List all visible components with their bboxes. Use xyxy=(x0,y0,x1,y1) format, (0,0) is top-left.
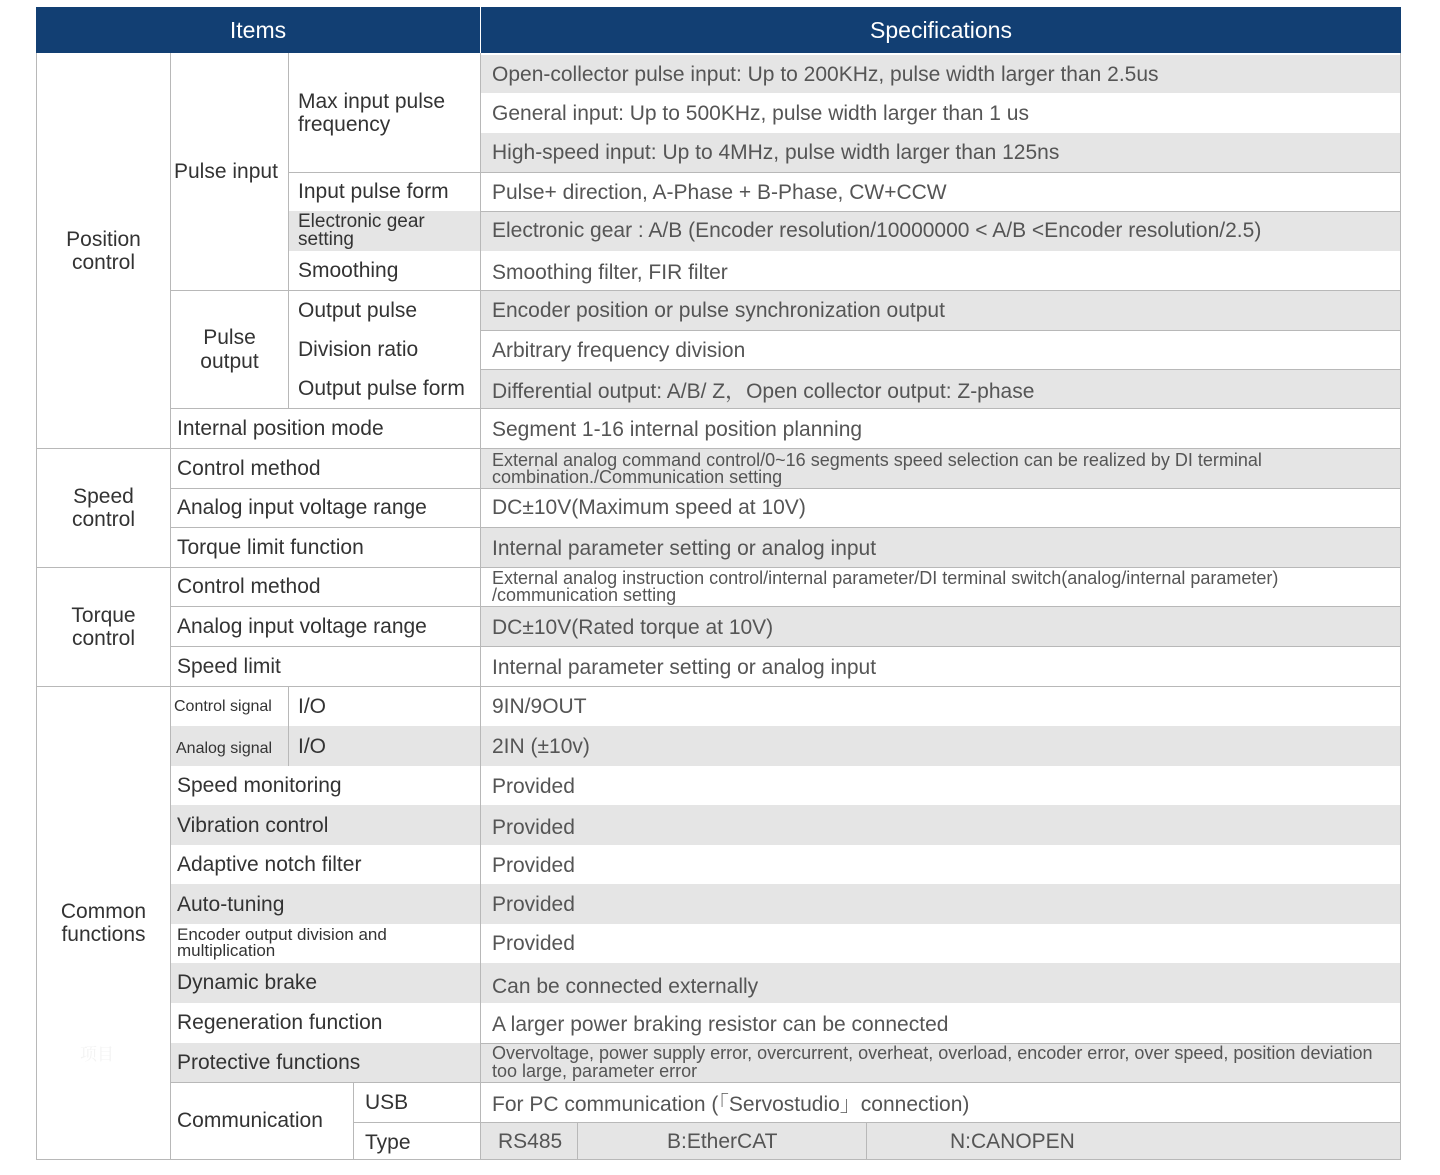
group-torque-control xyxy=(37,568,170,686)
item-output-pulse: Output pulse xyxy=(298,298,418,322)
spec-division-ratio: Arbitrary frequency division xyxy=(492,339,746,362)
spec-general-input: General input: Up to 500KHz, pulse width larger than 1 us xyxy=(492,102,1029,125)
item-vibration-control: Vibration control xyxy=(177,814,329,838)
item-control-signal: Control signal xyxy=(174,697,272,715)
item-analog-signal-io: I/O xyxy=(298,734,327,758)
spec-smoothing: Smoothing filter, FIR filter xyxy=(492,261,728,284)
item-analog-signal: Analog signal xyxy=(176,739,273,757)
spec-electronic-gear: Electronic gear : A/B (Encoder resolution/10000000 < A/B <Encoder resolution/2.5) xyxy=(492,219,1262,242)
row-band xyxy=(480,686,1401,726)
spec-torque-limit: Internal parameter setting or analog input xyxy=(492,536,877,560)
spec-torque-analog-range: DC±10V(Rated torque at 10V) xyxy=(492,615,774,639)
spec-output-pulse: Encoder position or pulse synchronization output xyxy=(492,299,945,322)
group-label: Position control xyxy=(66,227,141,274)
item-regeneration-function: Regeneration function xyxy=(177,1010,383,1034)
item-encoder-output-division: Encoder output division and multiplication xyxy=(177,924,387,960)
spec-type-ethercat: B:EtherCAT xyxy=(667,1130,778,1153)
watermark-text: 项目 xyxy=(80,1045,114,1064)
spec-input-pulse-form: Pulse+ direction, A-Phase + B-Phase, CW+CCW xyxy=(492,180,947,204)
item-torque-limit-function: Torque limit function xyxy=(177,535,364,559)
item-dynamic-brake: Dynamic brake xyxy=(177,971,318,995)
spec-protective-functions: Overvoltage, power supply error, overcurrent, overheat, overload, encoder error, over speed, position deviation too large, parameter error xyxy=(492,1043,1373,1081)
row-band xyxy=(480,726,1401,766)
grid-line xyxy=(353,1082,354,1160)
item-speed-limit: Speed limit xyxy=(177,654,281,678)
spec-usb: For PC communication (「Servostudio」connection) xyxy=(492,1093,970,1116)
item-adaptive-notch-filter: Adaptive notch filter xyxy=(177,853,362,877)
item-smoothing: Smoothing xyxy=(298,258,399,282)
subgroup-pulse-input: Pulse input xyxy=(174,160,278,184)
group-label: Torque control xyxy=(71,603,136,650)
row-band xyxy=(480,1122,1401,1160)
grid-line xyxy=(577,1122,578,1160)
spec-adaptive-notch: Provided xyxy=(492,853,575,877)
spec-vibration-control: Provided xyxy=(492,815,575,839)
items-header-label: Items xyxy=(229,16,287,43)
specifications-header-label: Specifications xyxy=(870,16,1012,43)
subgroup-pulse-output xyxy=(171,291,288,408)
item-output-pulse-form: Output pulse form xyxy=(298,377,465,401)
row-band xyxy=(480,924,1401,963)
spec-dynamic-brake: Can be connected externally xyxy=(492,974,759,998)
spec-control-io: 9IN/9OUT xyxy=(492,695,587,718)
group-speed-control xyxy=(37,449,170,567)
row-band xyxy=(480,766,1401,805)
subgroup-communication: Communication xyxy=(177,1109,323,1133)
item-torque-analog-input-voltage-range: Analog input voltage range xyxy=(177,614,427,638)
item-electronic-gear-setting: Electronic gear setting xyxy=(298,210,425,250)
item-control-signal-io: I/O xyxy=(298,694,327,718)
spec-type-rs485: RS485 xyxy=(498,1130,563,1153)
spec-open-collector: Open-collector pulse input: Up to 200KHz, pulse width larger than 2.5us xyxy=(492,63,1159,86)
item-usb: USB xyxy=(365,1090,409,1114)
grid-line xyxy=(866,1122,867,1160)
spec-regeneration: A larger power braking resistor can be connected xyxy=(492,1013,949,1036)
row-band xyxy=(480,845,1401,884)
item-speed-monitoring: Speed monitoring xyxy=(177,774,342,798)
item-division-ratio: Division ratio xyxy=(298,338,419,362)
item-type: Type xyxy=(365,1131,411,1155)
row-band xyxy=(480,884,1401,924)
item-internal-position-mode: Internal position mode xyxy=(177,416,384,440)
spec-internal-position: Segment 1-16 internal position planning xyxy=(492,417,863,441)
spec-speed-limit: Internal parameter setting or analog input xyxy=(492,655,877,679)
item-torque-control-method: Control method xyxy=(177,575,321,599)
group-label: Speed control xyxy=(71,484,136,531)
subgroup-label: Pulse output xyxy=(200,326,259,373)
grid-line xyxy=(288,53,289,408)
spec-type-canopen: N:CANOPEN xyxy=(950,1130,1075,1153)
spec-encoder-division: Provided xyxy=(492,932,575,955)
group-position-control xyxy=(37,54,170,448)
spec-speed-analog-range: DC±10V(Maximum speed at 10V) xyxy=(492,496,806,519)
item-protective-functions: Protective functions xyxy=(177,1050,361,1074)
spec-output-pulse-form: Differential output: A/B/ Z，Open collector output: Z-phase xyxy=(492,379,1035,403)
group-label: Common functions xyxy=(60,899,147,946)
items-header xyxy=(36,7,480,53)
grid-line xyxy=(288,686,289,766)
spec-auto-tuning: Provided xyxy=(492,893,575,916)
spec-speed-monitoring: Provided xyxy=(492,775,575,798)
spec-analog-io: 2IN (±10v) xyxy=(492,735,590,758)
item-speed-control-method: Control method xyxy=(177,456,321,480)
spec-torque-control-method: External analog instruction control/internal parameter/DI terminal switch(analog/internal parameter) /communication setting xyxy=(492,567,1279,605)
spec-speed-control-method: External analog command control/0~16 segments speed selection can be realized by DI terminal combination./Communication setting xyxy=(492,449,1262,487)
item-auto-tuning: Auto-tuning xyxy=(177,892,285,916)
group-common-functions xyxy=(37,687,170,1159)
row-band xyxy=(480,805,1401,845)
specifications-header xyxy=(481,7,1401,53)
item-speed-analog-input-voltage-range: Analog input voltage range xyxy=(177,496,427,520)
spec-high-speed-input: High-speed input: Up to 4MHz, pulse width larger than 125ns xyxy=(492,141,1060,164)
item-max-input-pulse-frequency: Max input pulse frequency xyxy=(298,89,446,136)
item-input-pulse-form: Input pulse form xyxy=(298,180,449,204)
